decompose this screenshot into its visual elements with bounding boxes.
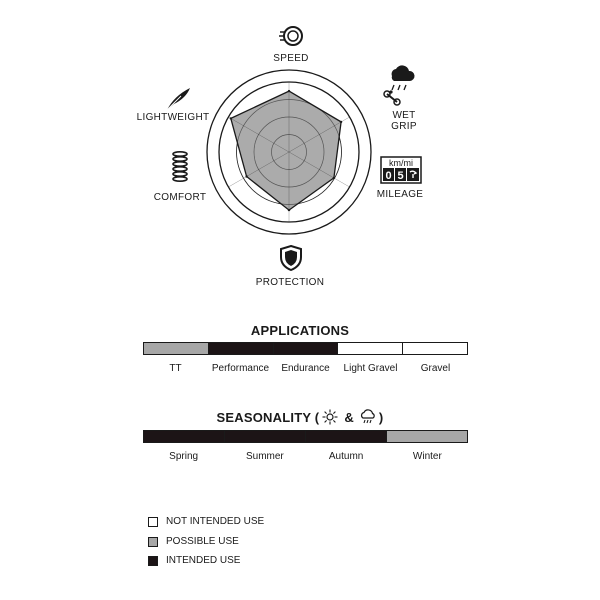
seasonality-label-summer: Summer (245, 451, 284, 462)
applications-title: APPLICATIONS (250, 323, 350, 338)
applications-segment-light-gravel (338, 343, 403, 354)
seasonality-title-amp: & (344, 409, 354, 425)
legend-label-possible: POSSIBLE USE (166, 536, 239, 547)
radar-point (288, 209, 290, 211)
spring-icon (170, 150, 190, 186)
radar-point (288, 90, 290, 92)
radar-label-protection: PROTECTION (255, 277, 325, 288)
shield-icon (280, 245, 302, 271)
radar-label-wet: WET (392, 110, 416, 121)
svg-text:km/mi: km/mi (389, 158, 413, 168)
legend-label-not-intended: NOT INTENDED USE (166, 516, 265, 527)
seasonality-segment-summer (225, 431, 306, 442)
wet-grip-icon (378, 64, 416, 108)
radar-point (245, 175, 247, 177)
radar-point (340, 121, 342, 123)
seasonality-segment-winter (387, 431, 467, 442)
rain-cloud-icon (359, 409, 377, 425)
radar-label-mileage: MILEAGE (376, 189, 424, 200)
seasonality-title-text: SEASONALITY ( (216, 409, 320, 425)
seasonality-segment-spring (144, 431, 225, 442)
speed-icon (279, 24, 305, 48)
seasonality-label-autumn: Autumn (328, 451, 364, 462)
seasonality-label-spring: Spring (169, 451, 199, 462)
applications-label-endurance: Endurance (281, 363, 330, 374)
applications-labels (143, 363, 468, 374)
legend-swatch-possible (148, 537, 158, 547)
radar-point (230, 117, 232, 119)
applications-segment-gravel (403, 343, 467, 354)
radar-label-grip: GRIP (391, 121, 417, 132)
applications-label-tt: TT (169, 363, 182, 374)
radar-label-comfort: COMFORT (153, 192, 207, 203)
mileage-counter-icon (380, 156, 422, 184)
applications-segment-tt (144, 343, 209, 354)
legend-item-not-intended (148, 516, 264, 527)
radar-label-wet-grip (364, 110, 444, 132)
legend-item-intended (148, 555, 240, 566)
svg-text:5: 5 (397, 170, 404, 182)
legend-swatch-intended (148, 556, 158, 566)
legend-swatch-not-intended (148, 517, 158, 527)
svg-text:0: 0 (385, 170, 392, 182)
applications-segment-performance (209, 343, 274, 354)
legend-item-possible (148, 536, 239, 547)
applications-label-light-gravel: Light Gravel (343, 363, 398, 374)
seasonality-bar (143, 430, 468, 443)
seasonality-label-winter: Winter (412, 451, 442, 462)
seasonality-title-close: ) (378, 409, 384, 425)
radar-label-speed: SPEED (273, 53, 309, 64)
applications-bar (143, 342, 468, 355)
seasonality-labels (143, 451, 468, 462)
applications-segment-endurance (274, 343, 339, 354)
legend-label-intended: INTENDED USE (166, 555, 241, 566)
feather-icon (164, 86, 192, 112)
radar-label-lightweight: LIGHTWEIGHT (136, 112, 210, 123)
radar-value-polygon (231, 91, 341, 210)
seasonality-title (0, 409, 600, 425)
applications-label-performance: Performance (211, 363, 270, 374)
radar-point (333, 177, 335, 179)
applications-label-gravel: Gravel (420, 363, 451, 374)
sun-icon (322, 409, 338, 425)
seasonality-segment-autumn (306, 431, 387, 442)
